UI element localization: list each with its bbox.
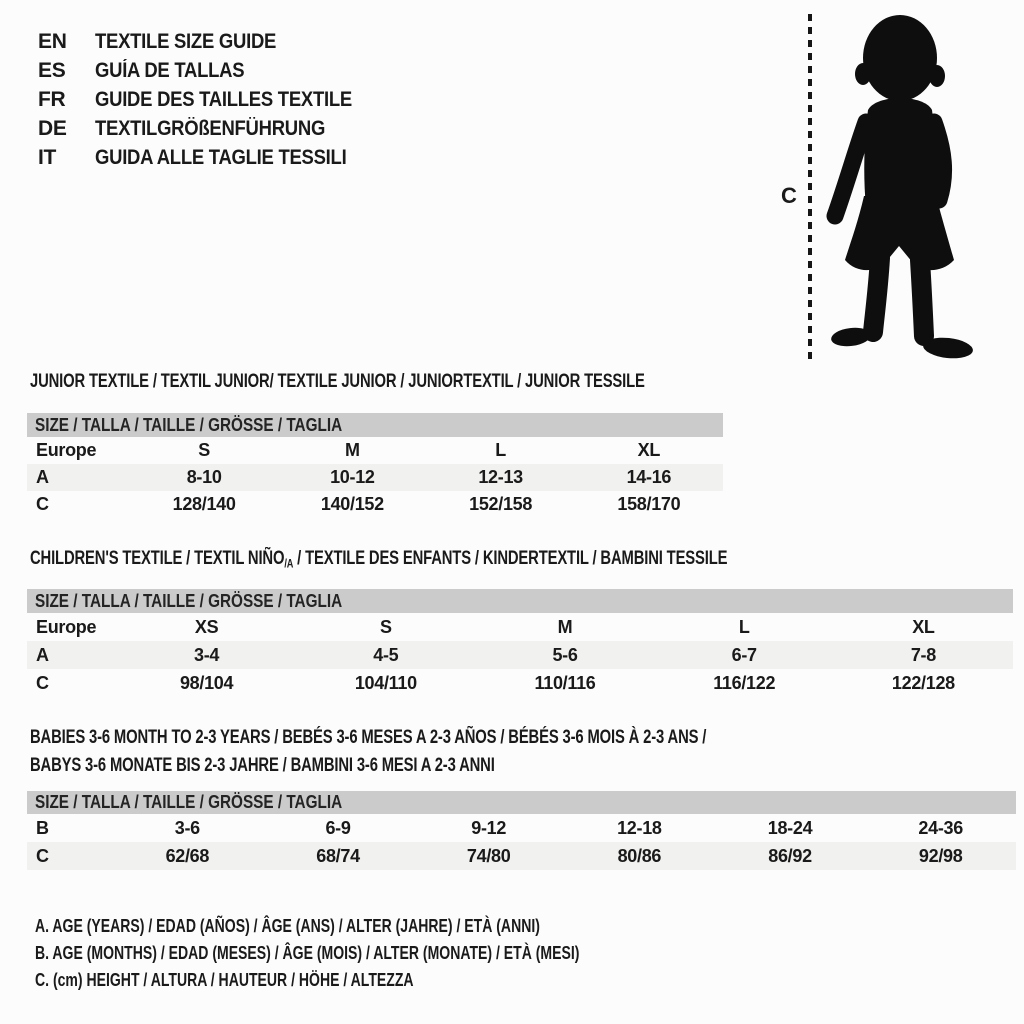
value-cell: 14-16 <box>626 467 672 487</box>
table-row-europe <box>27 613 1013 641</box>
legend-text: C. (cm) HEIGHT / ALTURA / HAUTEUR / HÖHE / ALTEZZA <box>35 970 414 990</box>
value-cell: 5-6 <box>552 644 578 665</box>
table-row-age-months <box>27 814 1016 842</box>
height-measure-dotted-line <box>808 14 812 359</box>
title-row-en <box>38 28 387 57</box>
size-header-bar <box>27 791 1016 814</box>
children-heading-pre: CHILDREN'S TEXTILE / TEXTIL NIÑO <box>30 548 285 569</box>
value-cell: 86/92 <box>768 845 812 866</box>
legend-line-a <box>35 913 733 940</box>
size-header-label: SIZE / TALLA / TAILLE / GRÖSSE / TAGLIA <box>35 792 343 812</box>
title-row-es <box>38 57 387 86</box>
table-row-age <box>27 464 723 491</box>
value-cell: 152/158 <box>469 494 533 514</box>
language-code: IT <box>38 145 57 169</box>
value-cell: 110/116 <box>534 672 596 693</box>
size-cell: M <box>557 616 573 637</box>
junior-section-heading <box>30 371 818 393</box>
row-label: A <box>36 644 49 665</box>
title-row-it <box>38 143 387 172</box>
title-label: GUIDA ALLE TAGLIE TESSILI <box>95 145 347 169</box>
value-cell: 7-8 <box>910 644 936 665</box>
junior-size-table <box>27 413 723 518</box>
size-cell: S <box>379 616 392 637</box>
value-cell: 6-7 <box>731 644 757 665</box>
value-cell: 3-4 <box>194 644 220 665</box>
table-row-age <box>27 641 1013 669</box>
value-cell: 74/80 <box>466 845 511 866</box>
value-cell: 18-24 <box>767 817 813 838</box>
value-cell: 128/140 <box>172 494 236 514</box>
table-row-europe <box>27 437 723 464</box>
value-cell: 68/74 <box>316 845 360 866</box>
value-cell: 158/170 <box>617 494 681 514</box>
row-label: C <box>36 672 49 693</box>
row-label: Europe <box>36 440 97 460</box>
value-cell: 12-18 <box>617 817 662 838</box>
table-row-height <box>27 669 1013 697</box>
language-code: FR <box>38 87 66 111</box>
title-label: GUÍA DE TALLAS <box>95 59 245 83</box>
value-cell: 9-12 <box>471 817 507 838</box>
size-cell: L <box>738 616 750 637</box>
value-cell: 62/68 <box>165 845 210 866</box>
value-cell: 8-10 <box>186 467 222 487</box>
size-cell: XL <box>637 440 661 460</box>
size-cell: S <box>198 440 210 460</box>
legend-text: A. AGE (YEARS) / EDAD (AÑOS) / ÂGE (ANS) / ALTER (JAHRE) / ETÀ (ANNI) <box>35 916 540 936</box>
legend-text: B. AGE (MONTHS) / EDAD (MESES) / ÂGE (MOIS) / ALTER (MONATE) / ETÀ (MESI) <box>35 943 580 963</box>
toddler-silhouette-icon <box>820 10 1005 362</box>
size-cell: L <box>495 440 506 460</box>
children-section-heading <box>30 548 924 570</box>
value-cell: 4-5 <box>373 644 399 665</box>
children-size-table <box>27 589 1013 697</box>
row-label: A <box>36 467 49 487</box>
size-header-bar <box>27 589 1013 613</box>
babies-size-table <box>27 791 1016 870</box>
legend-line-b <box>35 940 733 967</box>
title-label: TEXTILGRÖßENFÜHRUNG <box>95 116 326 140</box>
children-heading-subscript: /A <box>284 557 294 571</box>
value-cell: 6-9 <box>325 817 351 838</box>
size-cell: XS <box>194 616 219 637</box>
language-code: ES <box>38 59 66 83</box>
legend-line-c <box>35 967 733 994</box>
measure-legend <box>35 913 733 994</box>
language-code: DE <box>38 116 67 140</box>
value-cell: 24-36 <box>918 817 963 838</box>
language-title-block <box>38 28 387 172</box>
table-row-height <box>27 842 1016 870</box>
size-header-label: SIZE / TALLA / TAILLE / GRÖSSE / TAGLIA <box>35 590 343 611</box>
row-label: C <box>36 845 49 866</box>
value-cell: 10-12 <box>330 467 375 487</box>
value-cell: 98/104 <box>179 672 234 693</box>
value-cell: 92/98 <box>918 845 963 866</box>
junior-heading-text: JUNIOR TEXTILE / TEXTIL JUNIOR/ TEXTILE JUNIOR / JUNIORTEXTIL / JUNIOR TESSILE <box>30 371 645 392</box>
title-row-de <box>38 114 387 143</box>
table-row-height <box>27 491 723 518</box>
language-code: EN <box>38 30 67 54</box>
row-label: Europe <box>36 616 97 637</box>
title-row-fr <box>38 86 387 115</box>
value-cell: 122/128 <box>891 672 955 693</box>
value-cell: 116/122 <box>713 672 776 693</box>
babies-heading-line1: BABIES 3-6 MONTH TO 2-3 YEARS / BEBÉS 3-6 MESES A 2-3 AÑOS / BÉBÉS 3-6 MOIS À 2-3 ANS / <box>30 727 707 748</box>
size-header-bar <box>27 413 723 437</box>
babies-heading-line2: BABYS 3-6 MONATE BIS 2-3 JAHRE / BAMBINI 3-6 MESI A 2-3 ANNI <box>30 755 495 776</box>
size-cell: M <box>345 440 360 460</box>
babies-section-heading <box>30 724 897 780</box>
title-label: TEXTILE SIZE GUIDE <box>95 30 277 54</box>
value-cell: 104/110 <box>354 672 417 693</box>
title-label: GUIDE DES TAILLES TEXTILE <box>95 87 352 111</box>
value-cell: 12-13 <box>478 467 523 487</box>
size-cell: XL <box>912 616 935 637</box>
value-cell: 140/152 <box>320 494 384 514</box>
children-heading-text <box>30 548 727 570</box>
height-measure-label: C <box>781 183 797 208</box>
children-heading-post: / TEXTILE DES ENFANTS / KINDERTEXTIL / BAMBINI TESSILE <box>293 548 728 569</box>
value-cell: 3-6 <box>174 817 200 838</box>
row-label: C <box>36 494 49 514</box>
row-label: B <box>36 817 49 838</box>
size-header-label: SIZE / TALLA / TAILLE / GRÖSSE / TAGLIA <box>35 414 343 435</box>
value-cell: 80/86 <box>617 845 662 866</box>
